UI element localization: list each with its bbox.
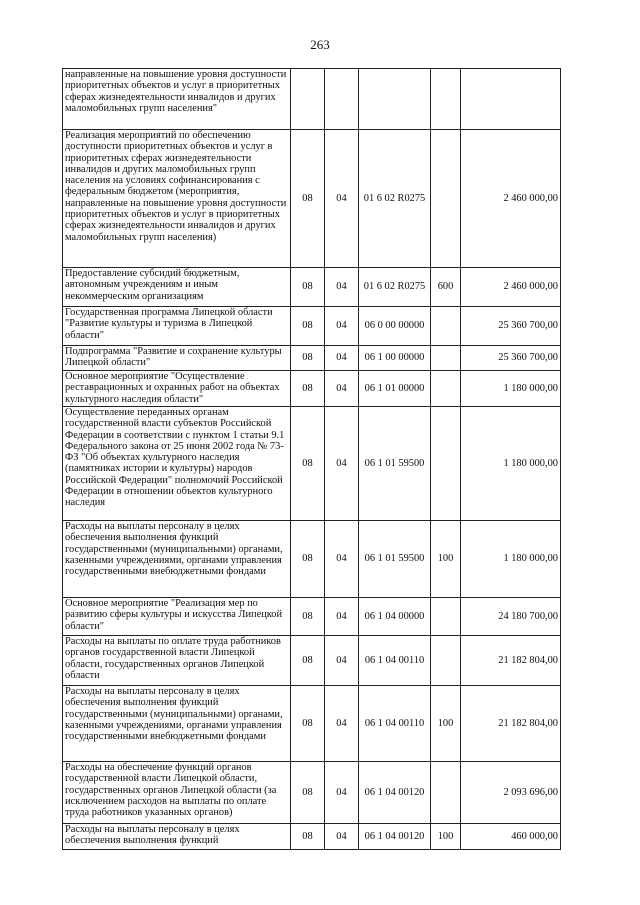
row-expense-type: [431, 636, 461, 686]
row-expense-type: [431, 371, 461, 407]
row-amount: 1 180 000,00: [461, 371, 561, 407]
row-subsection: 04: [325, 686, 359, 762]
row-name: направленные на повышение уровня доступности приоритетных объектов и услуг в приоритетных сферах жизнедеятельности инвалидов и других маломобильных групп населения": [63, 69, 291, 130]
row-section: 08: [291, 268, 325, 307]
row-subsection: 04: [325, 268, 359, 307]
row-name: Расходы на выплаты по оплате труда работников органов государственной власти Липецкой области, государственных органов Липецкой области: [63, 636, 291, 686]
row-amount: 24 180 700,00: [461, 598, 561, 636]
row-subsection: 04: [325, 130, 359, 268]
row-subsection: [325, 69, 359, 130]
table-row: [63, 636, 561, 686]
row-name: Расходы на обеспечение функций органов государственной власти Липецкой области, государственных органов Липецкой области (за исключением расходов на выплаты по оплате труда работников указанных органов): [63, 762, 291, 824]
row-expense-type: [431, 762, 461, 824]
budget-table-body: [63, 69, 561, 850]
row-target-code: 01 6 02 R0275: [359, 130, 431, 268]
row-expense-type: [431, 407, 461, 521]
row-target-code: 06 1 01 59500: [359, 521, 431, 598]
row-subsection: 04: [325, 307, 359, 346]
row-amount: 21 182 804,00: [461, 686, 561, 762]
row-name: Государственная программа Липецкой области "Развитие культуры и туризма в Липецкой области": [63, 307, 291, 346]
budget-table: [62, 68, 561, 850]
row-name: Основное мероприятие "Реализация мер по развитию сферы культуры и искусства Липецкой области": [63, 598, 291, 636]
table-row: [63, 268, 561, 307]
row-target-code: 06 1 01 59500: [359, 407, 431, 521]
table-row: [63, 407, 561, 521]
row-name: Подпрограмма "Развитие и сохранение культуры Липецкой области": [63, 346, 291, 371]
row-section: 08: [291, 598, 325, 636]
row-subsection: 04: [325, 762, 359, 824]
row-name: Реализация мероприятий по обеспечению доступности приоритетных объектов и услуг в приоритетных сферах жизнедеятельности инвалидов и других маломобильных групп населения на условиях софинансирования с федеральным бюджетом (мероприятия, направленные на повышение уровня доступности приоритетных объектов и услуг в приоритетных сферах жизнедеятельности инвалидов и других маломобильных групп населения): [63, 130, 291, 268]
row-target-code: 06 1 00 00000: [359, 346, 431, 371]
row-section: 08: [291, 824, 325, 850]
row-section: 08: [291, 346, 325, 371]
row-expense-type: 100: [431, 824, 461, 850]
row-expense-type: 100: [431, 521, 461, 598]
row-expense-type: 600: [431, 268, 461, 307]
row-subsection: 04: [325, 824, 359, 850]
row-section: 08: [291, 407, 325, 521]
row-target-code: 06 1 04 00110: [359, 686, 431, 762]
row-section: [291, 69, 325, 130]
row-expense-type: [431, 307, 461, 346]
row-subsection: 04: [325, 598, 359, 636]
row-amount: 2 093 696,00: [461, 762, 561, 824]
row-subsection: 04: [325, 636, 359, 686]
row-target-code: 06 0 00 00000: [359, 307, 431, 346]
table-row: [63, 686, 561, 762]
table-row: [63, 130, 561, 268]
row-amount: 21 182 804,00: [461, 636, 561, 686]
row-section: 08: [291, 521, 325, 598]
row-expense-type: [431, 130, 461, 268]
row-target-code: 01 6 02 R0275: [359, 268, 431, 307]
row-subsection: 04: [325, 407, 359, 521]
row-amount: 460 000,00: [461, 824, 561, 850]
row-target-code: 06 1 04 00120: [359, 824, 431, 850]
table-row: [63, 69, 561, 130]
row-target-code: [359, 69, 431, 130]
row-section: 08: [291, 130, 325, 268]
row-amount: 1 180 000,00: [461, 521, 561, 598]
table-row: [63, 824, 561, 850]
table-row: [63, 371, 561, 407]
row-amount: [461, 69, 561, 130]
row-name: Расходы на выплаты персоналу в целях обеспечения выполнения функций государственными (муниципальными) органами, казенными учреждениями, органами управления государственными внебюджетными фондами: [63, 686, 291, 762]
table-row: [63, 346, 561, 371]
row-expense-type: 100: [431, 686, 461, 762]
table-row: [63, 307, 561, 346]
row-expense-type: [431, 598, 461, 636]
row-expense-type: [431, 346, 461, 371]
row-target-code: 06 1 04 00000: [359, 598, 431, 636]
row-amount: 1 180 000,00: [461, 407, 561, 521]
row-amount: 2 460 000,00: [461, 130, 561, 268]
row-section: 08: [291, 636, 325, 686]
row-subsection: 04: [325, 371, 359, 407]
row-name: Предоставление субсидий бюджетным, автономным учреждениям и иным некоммерческим организациям: [63, 268, 291, 307]
row-section: 08: [291, 371, 325, 407]
row-name: Основное мероприятие "Осуществление реставрационных и охранных работ на объектах культурного наследия области": [63, 371, 291, 407]
table-row: [63, 598, 561, 636]
row-target-code: 06 1 01 00000: [359, 371, 431, 407]
row-amount: 25 360 700,00: [461, 346, 561, 371]
row-subsection: 04: [325, 346, 359, 371]
table-row: [63, 762, 561, 824]
row-section: 08: [291, 686, 325, 762]
row-amount: 2 460 000,00: [461, 268, 561, 307]
row-target-code: 06 1 04 00110: [359, 636, 431, 686]
row-target-code: 06 1 04 00120: [359, 762, 431, 824]
row-name: Осуществление переданных органам государственной власти субъектов Российской Федерации в соответствии с пунктом 1 статьи 9.1 Федерального закона от 25 июня 2002 года № 73-ФЗ "Об объектах культурного наследия (памятниках истории и культуры) народов Российской Федерации" полномочий Российской Федерации в отношении объектов культурного наследия: [63, 407, 291, 521]
row-expense-type: [431, 69, 461, 130]
row-section: 08: [291, 307, 325, 346]
row-amount: 25 360 700,00: [461, 307, 561, 346]
row-name: Расходы на выплаты персоналу в целях обеспечения выполнения функций: [63, 824, 291, 850]
row-subsection: 04: [325, 521, 359, 598]
row-name: Расходы на выплаты персоналу в целях обеспечения выполнения функций государственными (муниципальными) органами, казенными учреждениями, органами управления государственными внебюджетными фондами: [63, 521, 291, 598]
table-row: [63, 521, 561, 598]
page-number: 263: [310, 37, 330, 52]
row-section: 08: [291, 762, 325, 824]
